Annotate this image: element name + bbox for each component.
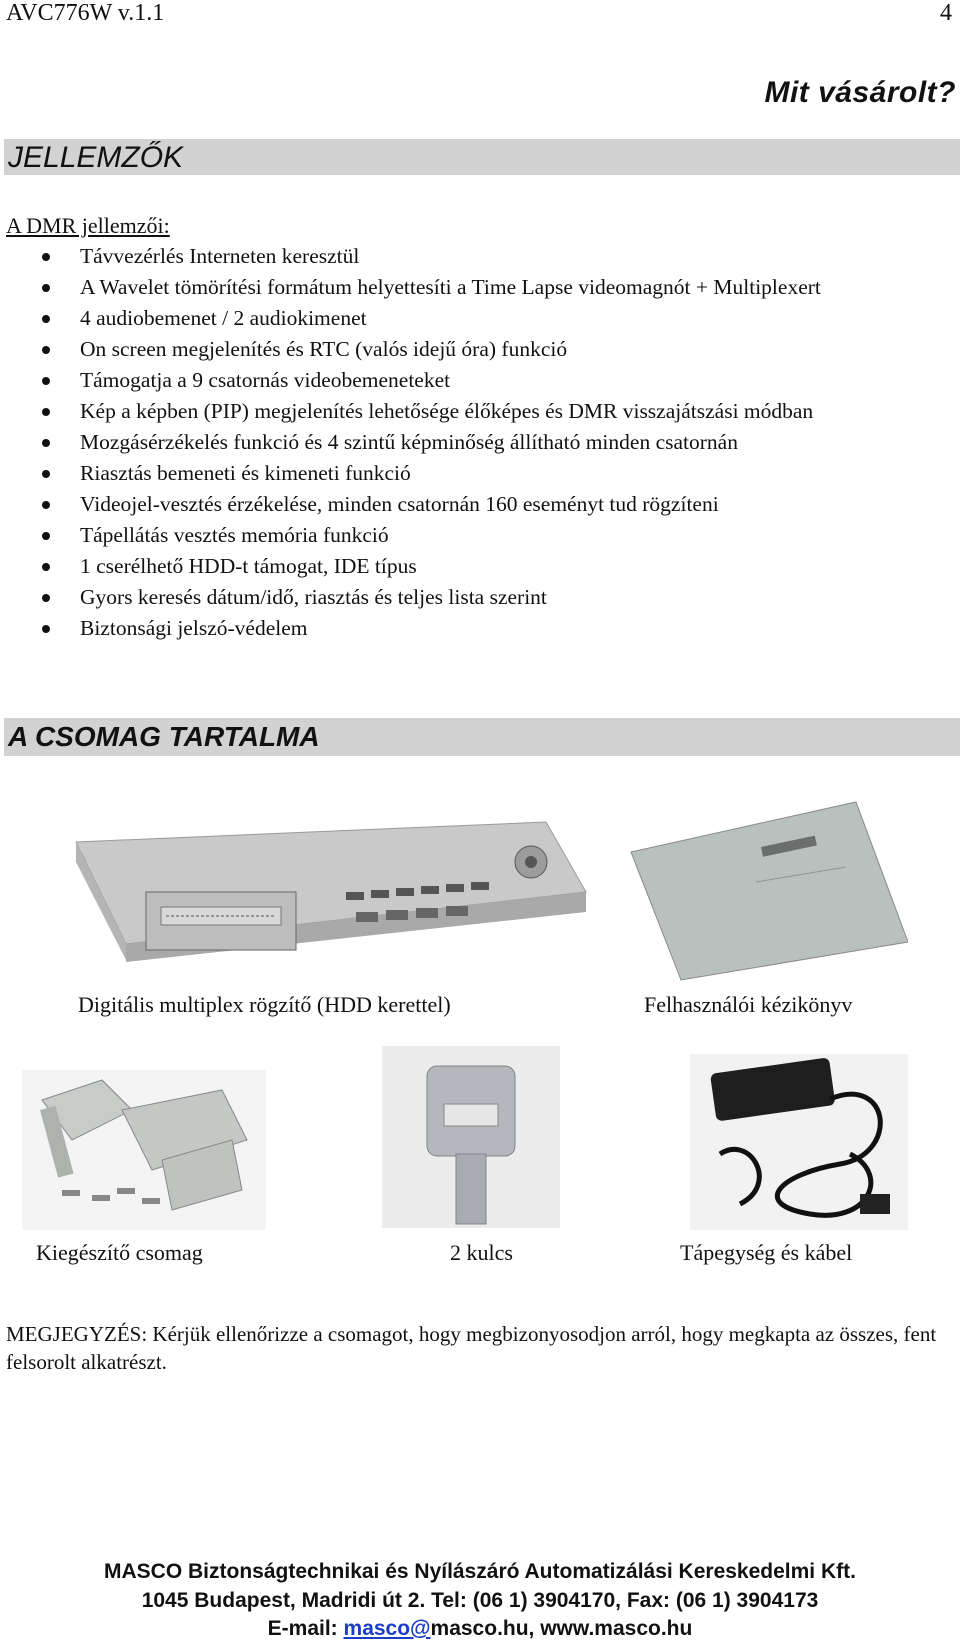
feature-item: Távvezérlés Interneten keresztül	[36, 241, 821, 272]
bullet-icon	[42, 470, 50, 478]
bullet-icon	[42, 377, 50, 385]
feature-item: Kép a képben (PIP) megjelenítés lehetősége élőképes és DMR visszajátszási módban	[36, 396, 821, 427]
bullet-icon	[42, 625, 50, 633]
feature-item: 4 audiobemenet / 2 audiokimenet	[36, 303, 821, 334]
section-bar-package	[4, 718, 960, 756]
bullet-icon	[42, 346, 50, 354]
bullet-icon	[42, 594, 50, 602]
package-photos-row1	[56, 792, 908, 984]
accessory-kit-photo	[22, 1070, 266, 1230]
feature-item: Gyors keresés dátum/idő, riasztás és teljes lista szerint	[36, 582, 821, 613]
key-photo	[382, 1046, 560, 1228]
bullet-icon	[42, 315, 50, 323]
features-list	[36, 241, 821, 644]
bullet-icon	[42, 253, 50, 261]
page-number: 4	[940, 0, 952, 26]
footer-email-rest: masco.hu, www.masco.hu	[430, 1617, 693, 1640]
bullet-icon	[42, 439, 50, 447]
bullet-icon	[42, 563, 50, 571]
section-title-package: A CSOMAG TARTALMA	[8, 721, 320, 752]
feature-item: Mozgásérzékelés funkció és 4 szintű képminőség állítható minden csatornán	[36, 427, 821, 458]
footer-email-label: E-mail:	[267, 1617, 344, 1640]
bullet-icon	[42, 284, 50, 292]
email-link[interactable]: masco@	[343, 1617, 431, 1640]
section-bar-features	[4, 139, 960, 175]
feature-item: Riasztás bemeneti és kimeneti funkció	[36, 458, 821, 489]
document-id: AVC776W v.1.1	[6, 0, 165, 26]
feature-item: Támogatja a 9 csatornás videobemeneteket	[36, 365, 821, 396]
feature-item: Tápellátás vesztés memória funkció	[36, 520, 821, 551]
caption-power: Tápegység és kábel	[680, 1240, 853, 1265]
package-note: MEGJEGYZÉS: Kérjük ellenőrizze a csomagot, hogy megbizonyosodjon arról, hogy megkapta az összes, fent felsorolt alkatrészt.	[6, 1322, 937, 1374]
footer-company: MASCO Biztonságtechnikai és Nyílászáró Automatizálási Kereskedelmi Kft.	[104, 1560, 856, 1583]
feature-item: 1 cserélhető HDD-t támogat, IDE típus	[36, 551, 821, 582]
feature-item: Biztonsági jelszó-védelem	[36, 613, 821, 644]
feature-item: Videojel-vesztés érzékelése, minden csatornán 160 eseményt tud rögzíteni	[36, 489, 821, 520]
feature-item: A Wavelet tömörítési formátum helyettesíti a Time Lapse videomagnót + Multiplexert	[36, 272, 821, 303]
bullet-icon	[42, 532, 50, 540]
caption-accessory: Kiegészítő csomag	[36, 1240, 203, 1265]
section-title-features: JELLEMZŐK	[8, 141, 184, 174]
bullet-icon	[42, 501, 50, 509]
features-heading: A DMR jellemzői:	[6, 213, 170, 238]
footer-contact	[0, 1617, 960, 1641]
caption-keys: 2 kulcs	[450, 1240, 513, 1265]
footer-address: 1045 Budapest, Madridi út 2. Tel: (06 1) 3904170, Fax: (06 1) 3904173	[141, 1589, 819, 1612]
feature-item: On screen megjelenítés és RTC (valós idejű óra) funkció	[36, 334, 821, 365]
power-adapter-photo	[690, 1054, 908, 1230]
caption-dvr: Digitális multiplex rögzítő (HDD kerettel)	[78, 992, 451, 1017]
bullet-icon	[42, 408, 50, 416]
caption-manual: Felhasználói kézikönyv	[644, 992, 853, 1017]
page-subtitle: Mit vásárolt?	[764, 76, 956, 109]
dvr-recorder-photo	[56, 792, 908, 984]
